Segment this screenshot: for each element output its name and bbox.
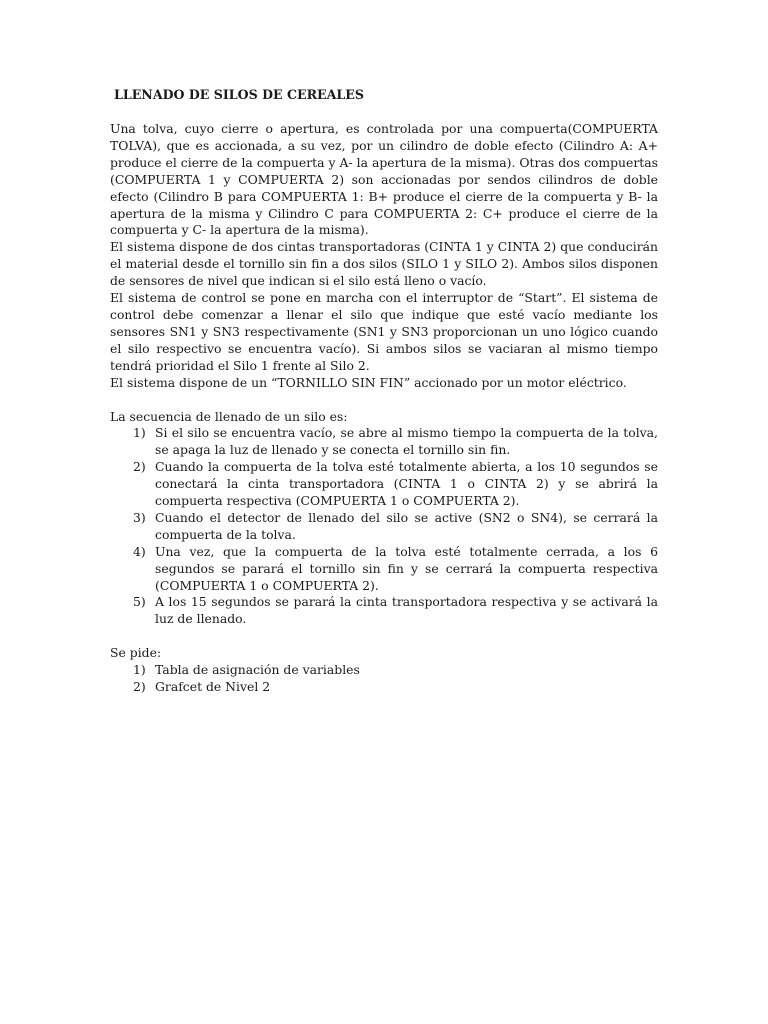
list-item: [110, 510, 658, 544]
paragraph-tornillo: El sistema dispone de un “TORNILLO SIN FIN” accionado por un motor eléctrico.: [110, 374, 627, 390]
list-item: [110, 425, 658, 459]
list-item-text: Cuando la compuerta de la tolva esté totalmente abierta, a los 10 segundos se conectará la cinta transportadora (CINTA 1 o CINTA 2) y se abrirá la compuerta respectiva (COMPUERTA 1 o COMPUERTA 2).: [155, 459, 658, 509]
paragraph-compuertas: Una tolva, cuyo cierre o apertura, es controlada por una compuerta(COMPUERTA TOLVA), que es accionada, a su vez, por un cilindro de doble efecto (Cilindro A: A+ produce el cierre de la compuerta y A- la apertura de la misma). Otras dos compuertas (COMPUERTA 1 y COMPUERTA 2) son accionadas por sendos cilindros de doble efecto (Cilindro B para COMPUERTA 1: B+ produce el cierre de la compuerta y B- la apertura de la misma y Cilindro C para COMPUERTA 2: C+ produce el cierre de la compuerta y C- la apertura de la misma).: [110, 121, 658, 238]
list-item-text: A los 15 segundos se parará la cinta transportadora respectiva y se activará la luz de llenado.: [155, 594, 658, 627]
list-item-text: Una vez, que la compuerta de la tolva esté totalmente cerrada, a los 6 segundos se parará el tornillo sin fin y se cerrará la compuerta respectiva (COMPUERTA 1 o COMPUERTA 2).: [155, 543, 658, 593]
list-item-text: Cuando el detector de llenado del silo se active (SN2 o SN4), se cerrará la compuerta de la tolva.: [155, 509, 658, 542]
requests-list: [110, 662, 658, 696]
document-body: [110, 86, 658, 696]
list-item: [110, 594, 658, 628]
list-item: [110, 662, 658, 679]
list-item-number: 5): [133, 594, 146, 610]
list-item: [110, 544, 658, 595]
list-item-text: Si el silo se encuentra vacío, se abre al mismo tiempo la compuerta de la tolva, se apaga la luz de llenado y se conecta el tornillo sin fin.: [155, 425, 658, 458]
list-item-number: 2): [133, 679, 146, 695]
spacer: [110, 628, 658, 645]
list-item-number: 1): [133, 662, 146, 678]
list-item: [110, 679, 658, 696]
paragraph-control: El sistema de control se pone en marcha con el interruptor de “Start”. El sistema de control debe comenzar a llenar el silo que indique que esté vacío mediante los sensores SN1 y SN3 respectivamente (SN1 y SN3 proporcionan un uno lógico cuando el silo respectivo se encuentra vacío). Si ambos silos se vaciaran al mismo tiempo tendrá prioridad el Silo 1 frente al Silo 2.: [110, 290, 658, 373]
list-item-number: 3): [133, 509, 146, 525]
requests-intro: Se pide:: [110, 645, 162, 661]
list-item-number: 4): [133, 543, 146, 559]
list-item-number: 2): [133, 459, 146, 475]
list-item-number: 1): [133, 425, 146, 441]
document-title: LLENADO DE SILOS DE CEREALES: [114, 87, 364, 102]
sequence-intro: La secuencia de llenado de un silo es:: [110, 408, 348, 424]
paragraph-cintas: El sistema dispone de dos cintas transportadoras (CINTA 1 y CINTA 2) que conducirán el material desde el tornillo sin fin a dos silos (SILO 1 y SILO 2). Ambos silos disponen de sensores de nivel que indican si el silo está lleno o vacío.: [110, 239, 658, 289]
list-item-text: Grafcet de Nivel 2: [155, 679, 271, 695]
sequence-list: [110, 425, 658, 628]
list-item-text: Tabla de asignación de variables: [155, 662, 360, 678]
list-item: [110, 459, 658, 510]
spacer: [110, 392, 658, 409]
